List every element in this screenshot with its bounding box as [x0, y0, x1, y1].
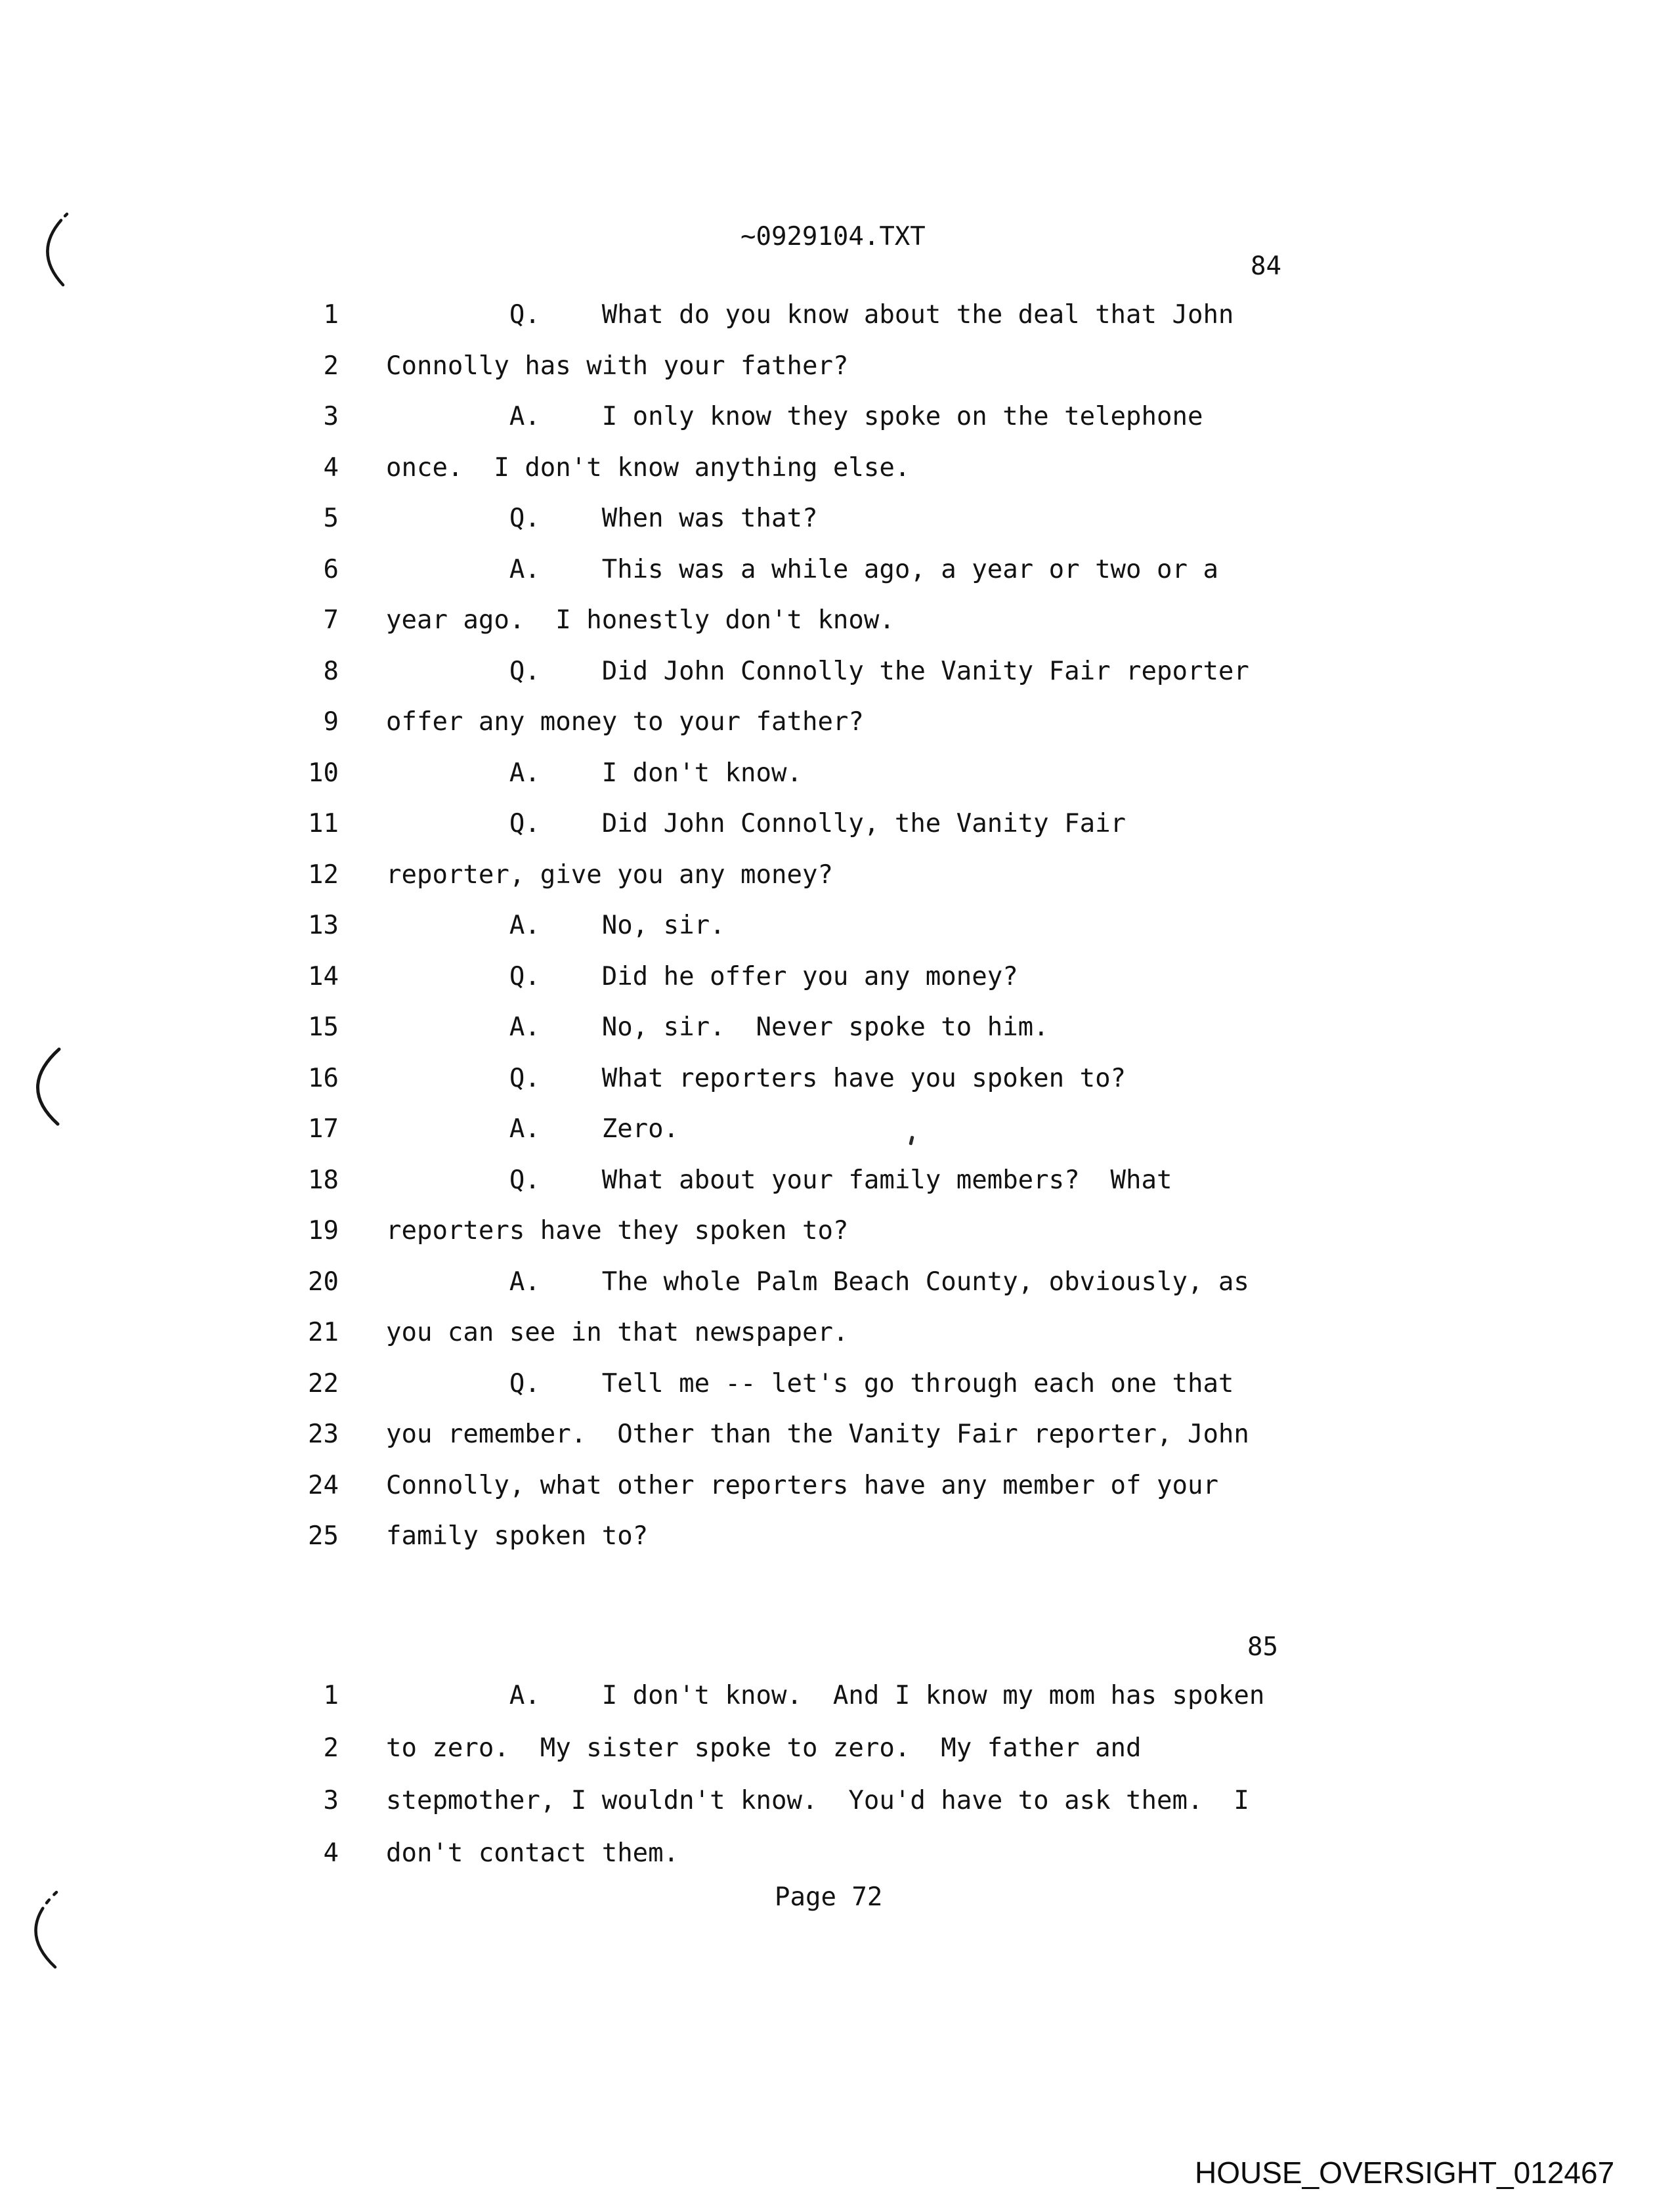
line-text: you can see in that newspaper. — [386, 1318, 849, 1347]
line-number: 23 — [308, 1420, 339, 1449]
line-number: 2 — [323, 1733, 339, 1763]
line-text: A. I don't know. — [386, 758, 802, 788]
line-number: 13 — [308, 911, 339, 940]
line-number: 6 — [323, 554, 339, 584]
transcript-page-85 — [0, 1670, 1674, 1880]
transcript-line — [0, 1053, 1674, 1104]
transcript-line — [0, 951, 1674, 1003]
line-number: 8 — [323, 656, 339, 686]
line-text: reporter, give you any money? — [386, 859, 833, 890]
line-text: Q. Did he offer you any money? — [386, 961, 1018, 991]
line-number: 16 — [308, 1063, 339, 1093]
transcript-line — [0, 646, 1674, 697]
line-number: 18 — [308, 1165, 339, 1195]
line-text: Connolly, what other reporters have any member of your — [386, 1470, 1218, 1500]
transcript-line — [0, 1307, 1674, 1358]
document-filename: ~0929104.TXT — [740, 222, 926, 251]
line-text: reporters have they spoken to? — [386, 1216, 849, 1246]
line-number: 22 — [308, 1368, 339, 1399]
line-text: A. This was a while ago, a year or two or a — [386, 554, 1218, 584]
transcript-line — [0, 595, 1674, 646]
transcript-line — [0, 1257, 1674, 1308]
line-number: 15 — [308, 1012, 339, 1042]
line-number: 1 — [323, 1681, 339, 1710]
line-number: 11 — [308, 809, 339, 838]
line-text: Q. What reporters have you spoken to? — [386, 1063, 1127, 1093]
transcript-line — [0, 493, 1674, 544]
line-text: Q. Tell me -- let's go through each one that — [386, 1368, 1234, 1399]
transcript-line — [0, 1511, 1674, 1562]
line-text: Q. When was that? — [386, 504, 818, 533]
line-number: 21 — [308, 1318, 339, 1347]
line-text: A. No, sir. Never spoke to him. — [386, 1012, 1049, 1042]
line-text: Q. What do you know about the deal that John — [386, 300, 1234, 330]
transcript-page-84 — [0, 290, 1674, 1562]
line-number: 10 — [308, 758, 339, 788]
line-number: 20 — [308, 1267, 339, 1297]
line-number: 25 — [308, 1521, 339, 1551]
line-text: don't contact them. — [386, 1838, 679, 1868]
line-number: 14 — [308, 961, 339, 991]
transcript-line — [0, 1409, 1674, 1460]
transcript-line — [0, 1670, 1674, 1722]
transcript-line — [0, 798, 1674, 850]
line-text: you remember. Other than the Vanity Fair reporter, John — [386, 1420, 1249, 1449]
transcript-line — [0, 1460, 1674, 1511]
transcript-line — [0, 341, 1674, 392]
line-text: Q. Did John Connolly the Vanity Fair reporter — [386, 656, 1249, 686]
line-text: Q. What about your family members? What — [386, 1165, 1172, 1195]
line-number: 1 — [323, 300, 339, 330]
line-number: 19 — [308, 1216, 339, 1246]
line-text: offer any money to your father? — [386, 707, 864, 737]
line-text: A. Zero. — [386, 1114, 679, 1144]
transcript-line — [0, 1002, 1674, 1053]
line-text: Q. Did John Connolly, the Vanity Fair — [386, 809, 1127, 838]
line-text: family spoken to? — [386, 1521, 649, 1551]
line-text: A. I only know they spoke on the telephone — [386, 402, 1203, 431]
line-text: Connolly has with your father? — [386, 351, 849, 381]
transcript-line — [0, 900, 1674, 951]
line-number: 4 — [323, 452, 339, 483]
transcript-line — [0, 1358, 1674, 1410]
transcript-line — [0, 1205, 1674, 1257]
line-text: to zero. My sister spoke to zero. My father and — [386, 1733, 1142, 1763]
line-number: 3 — [323, 1786, 339, 1815]
scan-artifact-arc — [28, 1888, 63, 1970]
bates-number: HOUSE_OVERSIGHT_012467 — [1195, 2156, 1615, 2190]
line-number: 24 — [308, 1470, 339, 1500]
footer-page-label: Page 72 — [775, 1882, 883, 1912]
transcript-line — [0, 544, 1674, 596]
transcript-line — [0, 697, 1674, 748]
transcript-line — [0, 290, 1674, 341]
transcript-line — [0, 1722, 1674, 1775]
line-text: once. I don't know anything else. — [386, 452, 911, 483]
line-text: year ago. I honestly don't know. — [386, 605, 895, 635]
line-number: 9 — [323, 707, 339, 737]
line-number: 5 — [323, 504, 339, 533]
line-number: 7 — [323, 605, 339, 635]
transcript-line — [0, 850, 1674, 901]
line-text: A. The whole Palm Beach County, obviously, as — [386, 1267, 1249, 1297]
line-text: A. I don't know. And I know my mom has spoken — [386, 1681, 1265, 1710]
line-text: stepmother, I wouldn't know. You'd have to ask them. I — [386, 1786, 1249, 1815]
transcript-line — [0, 748, 1674, 799]
transcript-line — [0, 1775, 1674, 1827]
line-number: 4 — [323, 1838, 339, 1868]
transcript-line — [0, 1155, 1674, 1206]
line-number: 2 — [323, 351, 339, 381]
transcript-line — [0, 1827, 1674, 1880]
page-number-85: 85 — [1247, 1632, 1278, 1662]
line-text: A. No, sir. — [386, 911, 725, 940]
line-number: 3 — [323, 402, 339, 431]
transcript-line — [0, 443, 1674, 494]
scan-artifact-arc — [39, 209, 72, 289]
line-number: 12 — [308, 859, 339, 890]
scan-artifact-arc — [29, 1045, 66, 1127]
line-number: 17 — [308, 1114, 339, 1144]
transcript-line — [0, 1104, 1674, 1155]
transcript-line — [0, 391, 1674, 443]
page-number-84: 84 — [1251, 251, 1281, 281]
